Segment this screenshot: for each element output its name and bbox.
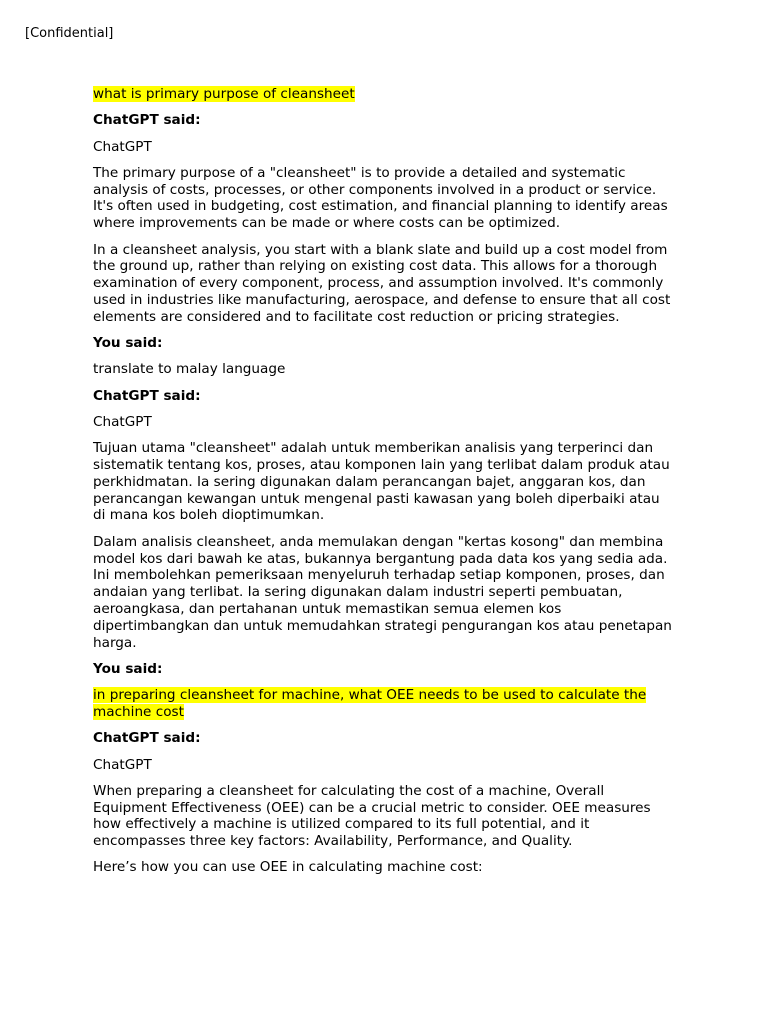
speaker-label: You said: (93, 335, 163, 352)
user-prompt (93, 86, 675, 103)
source-label: ChatGPT (93, 138, 152, 155)
speaker-label: ChatGPT said: (93, 112, 201, 129)
user-prompt (93, 687, 675, 721)
document-body (93, 86, 675, 886)
speaker-label: ChatGPT said: (93, 387, 201, 404)
user-prompt: translate to malay language (93, 361, 286, 378)
response-paragraph: When preparing a cleansheet for calculating the cost of a machine, Overall Equipment Effectiveness (OEE) can be a crucial metric to consider. OEE measures how effectively a machine is utilized compared to its full potential, and it encompasses three key factors: Availability, Performance, and Quality. (93, 782, 651, 850)
confidential-label: [Confidential] (25, 26, 114, 41)
source-label: ChatGPT (93, 413, 152, 430)
highlighted-prompt-text: in preparing cleansheet for machine, what OEE needs to be used to calculate the machine cost (93, 687, 647, 720)
response-paragraph: Dalam analisis cleansheet, anda memulakan dengan "kertas kosong" dan membina model kos dari bawah ke atas, bukannya bergantung pada data kos yang sedia ada. Ini membolehkan pemeriksaan menyeluruh terhadap setiap komponen, proses, dan andaian yang terlibat. Ia sering digunakan dalam industri seperti pembuatan, aeroangkasa, dan pertahanan untuk memastikan semua elemen kos dipertimbangkan dan untuk memudahkan strategi pengurangan kos atau penetapan harga. (93, 533, 672, 651)
highlighted-prompt-text: what is primary purpose of cleansheet (93, 86, 355, 102)
response-paragraph: In a cleansheet analysis, you start with a blank slate and build up a cost model from the ground up, rather than relying on existing cost data. This allows for a thorough examination of every component, process, and assumption involved. It's commonly used in industries like manufacturing, aerospace, and defense to ensure that all cost elements are considered and to facilitate cost reduction or pricing strategies. (93, 241, 671, 325)
speaker-label: ChatGPT said: (93, 730, 201, 747)
response-paragraph: Tujuan utama "cleansheet" adalah untuk memberikan analisis yang terperinci dan sistematik tentang kos, proses, atau komponen lain yang terlibat dalam produk atau perkhidmatan. Ia sering digunakan dalam perancangan bajet, anggaran kos, dan perancangan kewangan untuk mengenal pasti kawasan yang boleh diperbaiki atau di mana kos boleh dioptimumkan. (93, 440, 670, 524)
response-paragraph: The primary purpose of a "cleansheet" is to provide a detailed and systematic analysis of costs, processes, or other components involved in a product or service. It's often used in budgeting, cost estimation, and financial planning to identify areas where improvements can be made or where costs can be optimized. (93, 164, 668, 232)
speaker-label: You said: (93, 660, 163, 677)
source-label: ChatGPT (93, 756, 152, 773)
response-paragraph: Here’s how you can use OEE in calculating machine cost: (93, 859, 483, 876)
